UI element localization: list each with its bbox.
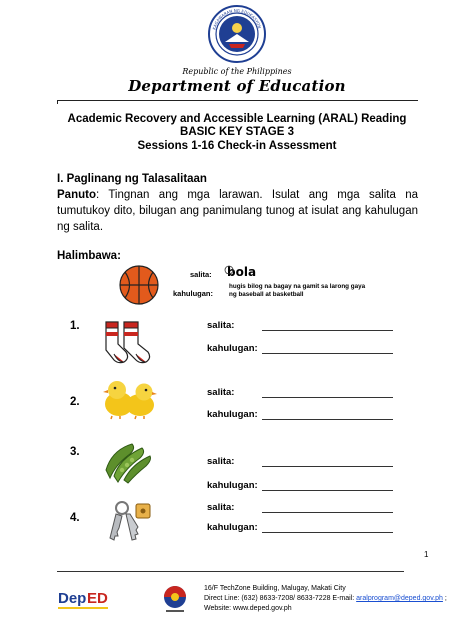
item-4-kahulugan-blank[interactable] — [262, 532, 393, 533]
example-word: bola — [227, 265, 257, 279]
example-meaning: hugis bilog na bagay na gamit sa larong gaya ng baseball at basketball — [229, 283, 366, 298]
item-number-1: 1. — [70, 320, 80, 332]
footer-email-suffix: ; — [442, 595, 447, 602]
svg-text:Dep: Dep — [58, 590, 87, 607]
bagong-pilipinas-logo-icon — [160, 584, 190, 614]
deped-logo-icon — [57, 586, 109, 614]
item-number-2: 2. — [70, 396, 80, 408]
header-divider-tick — [57, 100, 61, 104]
example-heading: Halimbawa: — [57, 250, 121, 262]
instruction-text: : Tingnan ang mga larawan. Isulat ang mga salita na tumutukoy dito, bilugan ang panimulang tunog at isulat ang kahulugan ng salita. — [57, 189, 418, 233]
title-line-2: BASIC KEY STAGE 3 — [180, 126, 294, 138]
page-number: 1 — [424, 550, 429, 559]
item-4-salita-blank[interactable] — [262, 512, 393, 513]
example-kahulugan-label: kahulugan: — [173, 289, 214, 298]
footer-divider — [57, 571, 404, 572]
instruction-paragraph — [57, 187, 418, 235]
item-1-salita-blank[interactable] — [262, 330, 393, 331]
footer-direct-line — [204, 594, 447, 604]
chicks-icon — [100, 378, 158, 420]
department-title: Department of Education — [128, 77, 346, 95]
footer-contact — [204, 584, 447, 614]
footer-address: 16/F TechZone Building, Malugay, Makati City — [204, 585, 346, 592]
deped-seal-icon — [207, 4, 267, 64]
example-salita-label: salita: — [190, 270, 212, 279]
item-1-kahulugan-blank[interactable] — [262, 353, 393, 354]
item-1-kahulugan-label: kahulugan: — [207, 343, 258, 354]
instruction-label: Panuto — [57, 189, 96, 201]
footer-website[interactable]: Website: www.deped.gov.ph — [204, 605, 292, 612]
section-heading: I. Paglinang ng Talasalitaan — [57, 173, 207, 185]
item-2-salita-label: salita: — [207, 387, 235, 398]
title-line-1: Academic Recovery and Accessible Learning (ARAL) Reading — [67, 113, 407, 125]
item-3-salita-label: salita: — [207, 456, 235, 467]
footer-email-link[interactable]: aralprogram@deped.gov.ph — [356, 595, 443, 602]
socks-icon — [100, 318, 158, 366]
circle-mark-icon — [224, 264, 234, 274]
svg-text:ED: ED — [87, 590, 108, 607]
title-line-3: Sessions 1-16 Check-in Assessment — [137, 140, 337, 152]
item-3-salita-blank[interactable] — [262, 466, 393, 467]
item-4-kahulugan-label: kahulugan: — [207, 522, 258, 533]
item-1-salita-label: salita: — [207, 320, 235, 331]
item-3-kahulugan-blank[interactable] — [262, 490, 393, 491]
item-number-3: 3. — [70, 446, 80, 458]
keys-icon — [104, 498, 154, 546]
item-4-salita-label: salita: — [207, 502, 235, 513]
item-3-kahulugan-label: kahulugan: — [207, 480, 258, 491]
item-2-salita-blank[interactable] — [262, 397, 393, 398]
item-2-kahulugan-blank[interactable] — [262, 419, 393, 420]
peas-icon — [102, 440, 154, 484]
republic-text: Republic of the Philippines — [182, 67, 292, 76]
svg-text:KAGAWARAN NG EDUKASYON: KAGAWARAN NG EDUKASYON — [211, 7, 263, 31]
basketball-icon — [118, 264, 160, 306]
item-number-4: 4. — [70, 512, 80, 524]
header-divider — [57, 100, 418, 101]
item-2-kahulugan-label: kahulugan: — [207, 409, 258, 420]
footer-direct-line-text: Direct Line: (632) 8633-7208/ 8633-7228 E-mail: — [204, 595, 357, 602]
